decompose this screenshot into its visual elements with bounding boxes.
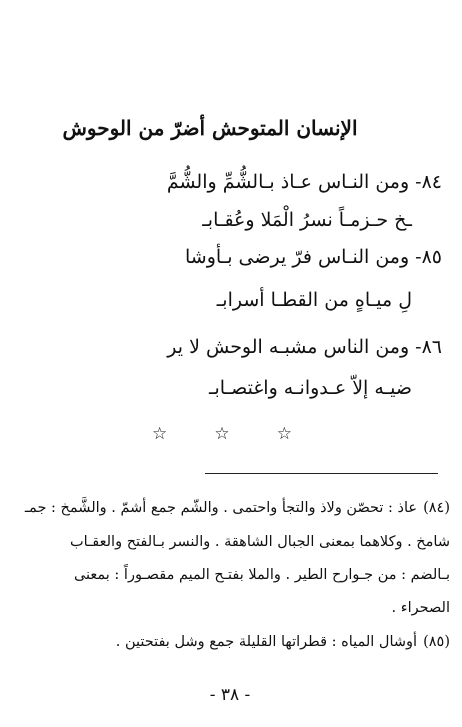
page-number: - ٣٨ - bbox=[209, 685, 251, 705]
verse-number: ٨٥- bbox=[415, 246, 442, 268]
poem-title: الإنسان المتوحش أضرّ من الوحوش bbox=[62, 116, 358, 140]
section-divider-stars bbox=[152, 424, 292, 444]
star-icon: ☆ bbox=[152, 424, 168, 444]
footnote-text: عاذ : تحصّن ولاذ والتجأ واحتمى . والشّم جمع أشمّ . والشَّمخ : جمـ bbox=[24, 500, 418, 516]
verse-85-first-hemistich bbox=[185, 243, 442, 271]
verse-number: ٨٤- bbox=[415, 171, 442, 193]
footnote-text: أوشال المياه : قطراتها القليلة جمع وشل بفتحتين . bbox=[115, 634, 418, 650]
verse-text: ومن النـاس فرّ يرضى بـأوشا bbox=[184, 246, 410, 268]
footnote-84-line-2: شامخ . وكلاهما بمعنى الجبال الشاهقة . والنسر بـالفتح والعقـاب bbox=[69, 534, 450, 550]
footnote-84-line-3: بـالضم : من جـوارح الطير . والملا بفتـح الميم مقصـوراً : بمعنى bbox=[73, 567, 450, 583]
star-icon: ☆ bbox=[276, 424, 292, 444]
footnote-number: (٨٥) bbox=[423, 634, 450, 650]
verse-text: ومن الناس مشبـه الوحش لا ير bbox=[167, 336, 410, 358]
verse-86-second-hemistich: ضيـه إلاّ عـدوانـه واغتصـابـ bbox=[208, 377, 412, 399]
verse-86-first-hemistich bbox=[167, 333, 442, 361]
footnote-84-line-1 bbox=[25, 497, 450, 519]
footnote-85 bbox=[116, 631, 450, 653]
footnote-separator bbox=[205, 473, 438, 474]
verse-number: ٨٦- bbox=[415, 336, 442, 358]
footnote-number: (٨٤) bbox=[423, 500, 450, 516]
verse-text: ومن النـاس عـاذ بـالشُّمِّ والشُّمَّ bbox=[166, 171, 410, 193]
verse-84-second-hemistich: ـخ حـزمـاً نسرُ الْمَلا وعُقـابـ bbox=[202, 209, 412, 231]
star-icon: ☆ bbox=[214, 424, 230, 444]
footnote-84-line-4: الصحراء . bbox=[391, 600, 450, 616]
verse-84-first-hemistich bbox=[167, 168, 442, 196]
verse-85-second-hemistich: لِ ميـاهٍ من القطـا أسرابـ bbox=[216, 289, 412, 311]
